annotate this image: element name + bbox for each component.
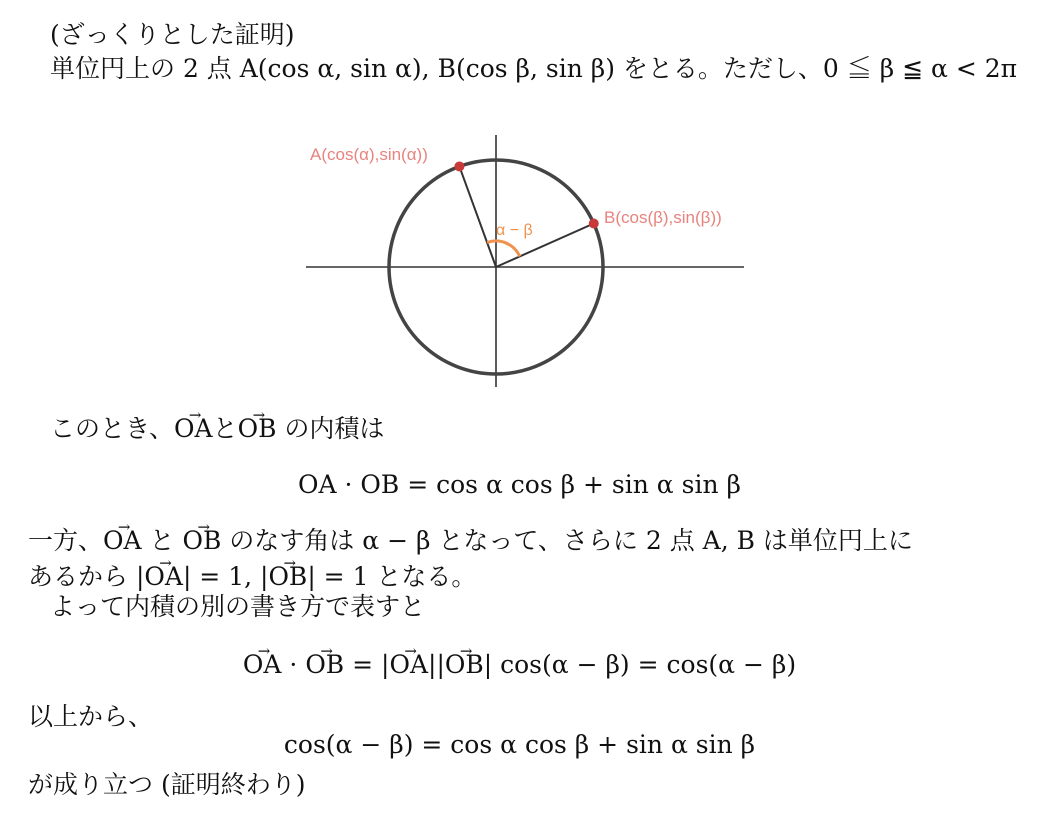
intro-prefix: 単位円上の 2 点: [50, 54, 240, 83]
eq2-eq: = |: [344, 650, 390, 679]
paragraph-therefore: 以上から、: [28, 702, 154, 731]
point-b-text: B(cos β, sin β): [437, 54, 615, 83]
intro-line: [50, 56, 1017, 81]
conclusion: が成り立つ (証明終わり): [28, 770, 306, 799]
p3-text1: あるから |: [28, 562, 145, 591]
vector-oa: OA →: [174, 416, 213, 441]
label-point-a: A(cos(α),sin(α)): [310, 145, 428, 164]
p2-angle: α − β: [362, 526, 431, 555]
label-angle: α − β: [496, 222, 533, 239]
point-b: [589, 218, 599, 228]
vector-oa: OA →: [243, 652, 282, 677]
equation-alternative-form: [0, 652, 1039, 677]
intro-sep: ,: [421, 54, 438, 83]
point-a: [454, 161, 464, 171]
equation-inner-product: [0, 472, 1039, 497]
eq2-bars: ||: [428, 650, 445, 679]
intro-middle: をとる。ただし、: [614, 54, 823, 83]
paragraph-magnitudes: [28, 564, 476, 589]
p1-text2: の内積は: [276, 414, 385, 443]
point-a-text: A(cos α, sin α): [239, 54, 422, 83]
vector-ob: OB →: [182, 528, 221, 553]
radius-oa: [459, 166, 496, 267]
p2-text3: となって、さらに 2 点 A, B は単位円上に: [430, 526, 913, 555]
equation-result: [0, 732, 1039, 757]
p3-text2: | = 1 となる。: [307, 562, 477, 591]
eq1-text: OA · OB = cos α cos β + sin α sin β: [298, 470, 741, 499]
p1-text1: このとき、: [50, 414, 175, 443]
vector-oa: OA →: [103, 528, 142, 553]
p2-to: と: [141, 526, 183, 555]
vector-oa: OA →: [389, 652, 428, 677]
label-point-b: B(cos(β),sin(β)): [604, 208, 722, 227]
unit-circle-diagram: [300, 105, 760, 395]
vector-ob: OB →: [445, 652, 484, 677]
p2-text2: のなす角は: [221, 526, 363, 555]
paragraph-inner-product-intro: [50, 416, 384, 441]
proof-heading: (ざっくりとした証明): [50, 20, 295, 49]
vector-ob: OB →: [305, 652, 344, 677]
angle-condition: 0 ≦ β ≦ α < 2π: [822, 54, 1018, 83]
vector-ob: OB →: [268, 564, 307, 589]
paragraph-alternative: よって内積の別の書き方で表すと: [50, 592, 426, 621]
p1-to: と: [212, 414, 238, 443]
eq2-rest: | cos(α − β) = cos(α − β): [483, 650, 797, 679]
eq2-dot: ·: [281, 650, 306, 679]
p2-text1: 一方、: [28, 526, 104, 555]
paragraph-angle: [28, 528, 913, 553]
vector-ob: OB →: [238, 416, 277, 441]
eq3-text: cos(α − β) = cos α cos β + sin α sin β: [283, 730, 756, 759]
vector-oa: OA →: [144, 564, 183, 589]
p3-mid: | = 1, |: [182, 562, 269, 591]
